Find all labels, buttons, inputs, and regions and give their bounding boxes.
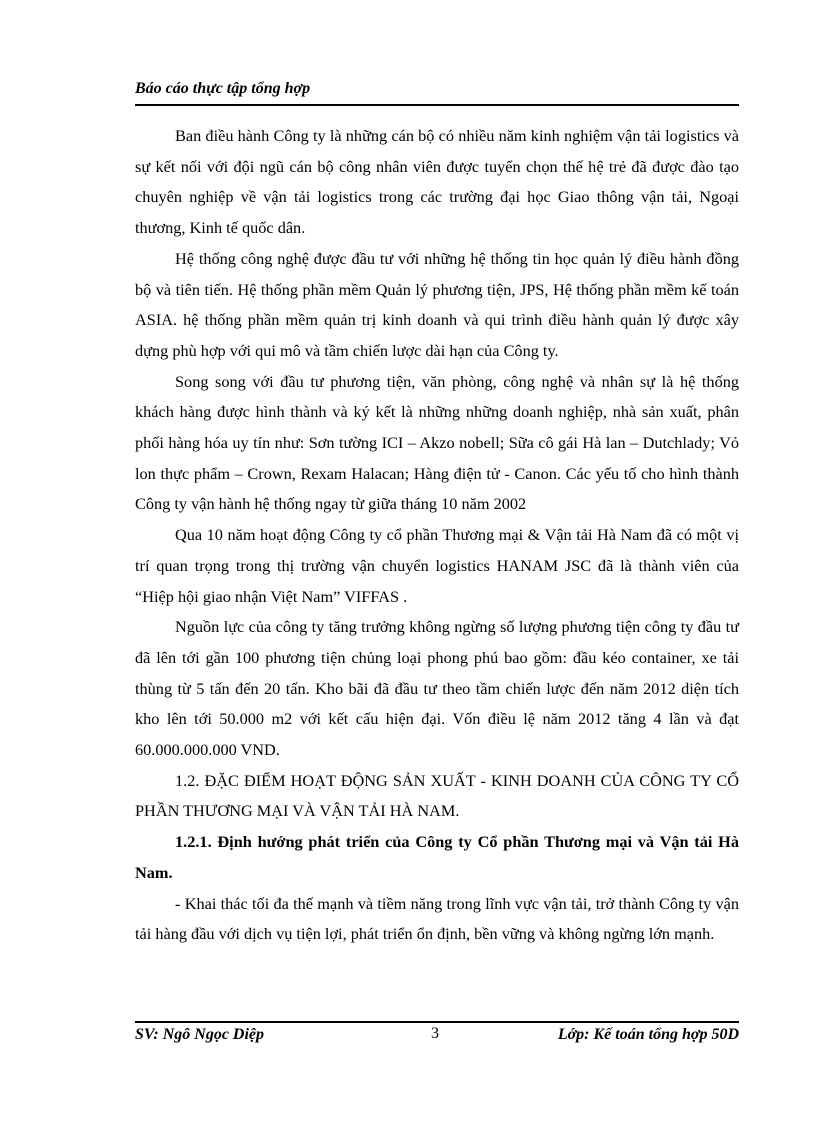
paragraph-management: Ban điều hành Công ty là những cán bộ có nhiều năm kinh nghiệm vận tải logistics và sự kết nối với đội ngũ cán bộ công nhân viên được tuyển chọn thế hệ trẻ đã được đào tạo chuyên nghiệp về vận tải logistics trong các trường đại học Giao thông vận tải, Ngoại thương, Kinh tế quốc dân.	[135, 126, 739, 238]
header-divider	[135, 104, 739, 106]
paragraph-orientation: - Khai thác tối đa thế mạnh và tiềm năng trong lĩnh vực vận tải, trở thành Công ty vận tải hàng đầu với dịch vụ tiện lợi, phát triển ổn định, bền vững và không ngừng lớn mạnh.	[135, 893, 739, 944]
document-body	[135, 121, 739, 950]
paragraph-resources: Nguồn lực của công ty tăng trưởng không ngừng số lượng phương tiện công ty đầu tư đã lên tới gần 100 phương tiện chủng loại phong phú bao gồm: đầu kéo container, xe tải thùng từ 5 tấn đến 20 tấn. Kho bãi đã đầu tư theo tầm chiến lược đến năm 2012 diện tích kho lên tới 50.000 m2 với kết cấu hiện đại. Vốn điều lệ năm 2012 tăng 4 lần và đạt 60.000.000.000 VND.	[135, 617, 739, 760]
page-number: 3	[431, 1025, 439, 1042]
header-title: Báo cáo thực tập tổng hợp	[135, 80, 311, 97]
footer-student-name: SV: Ngô Ngọc Diệp	[135, 1026, 265, 1043]
paragraph-technology: Hệ thống công nghệ được đầu tư với những hệ thống tin học quản lý điều hành đồng bộ và tiên tiến. Hệ thống phần mềm Quản lý phương tiện, JPS, Hệ thống phần mềm kế toán ASIA. hệ thống phần mềm quản trị kinh doanh và qui trình điều hành quản lý được xây dựng phù hợp với qui mô và tầm chiến lược dài hạn của Công ty.	[135, 248, 739, 360]
paragraph-history: Qua 10 năm hoạt động Công ty cổ phần Thương mại & Vận tải Hà Nam đã có một vị trí quan trọng trong thị trường vận chuyển logistics HANAM JSC đã là thành viên của “Hiệp hội giao nhận Việt Nam” VIFFAS .	[135, 525, 739, 606]
subsection-heading: 1.2.1. Định hướng phát triển của Công ty Cổ phần Thương mại và Vận tải Hà Nam.	[135, 832, 739, 882]
section-heading: 1.2. ĐẶC ĐIỂM HOẠT ĐỘNG SẢN XUẤT - KINH DOANH CỦA CÔNG TY CỔ PHẦN THƯƠNG MẠI VÀ VẬN TẢI HÀ NAM.	[135, 770, 739, 821]
footer-class-name: Lớp: Kế toán tổng hợp 50D	[557, 1026, 739, 1043]
paragraph-customers: Song song với đầu tư phương tiện, văn phòng, công nghệ và nhân sự là hệ thống khách hàng được hình thành và ký kết là những những doanh nghiệp, nhà sản xuất, phân phối hàng hóa uy tín như: Sơn tường ICI – Akzo nobell; Sữa cô gái Hà lan – Dutchlady; Vỏ lon thực phẩm – Crown, Rexam Halacan; Hàng điện tử - Canon. Các yếu tố cho hình thành Công ty vận hành hệ thống ngay từ giữa tháng 10 năm 2002	[135, 371, 739, 514]
footer-divider	[135, 1021, 739, 1023]
